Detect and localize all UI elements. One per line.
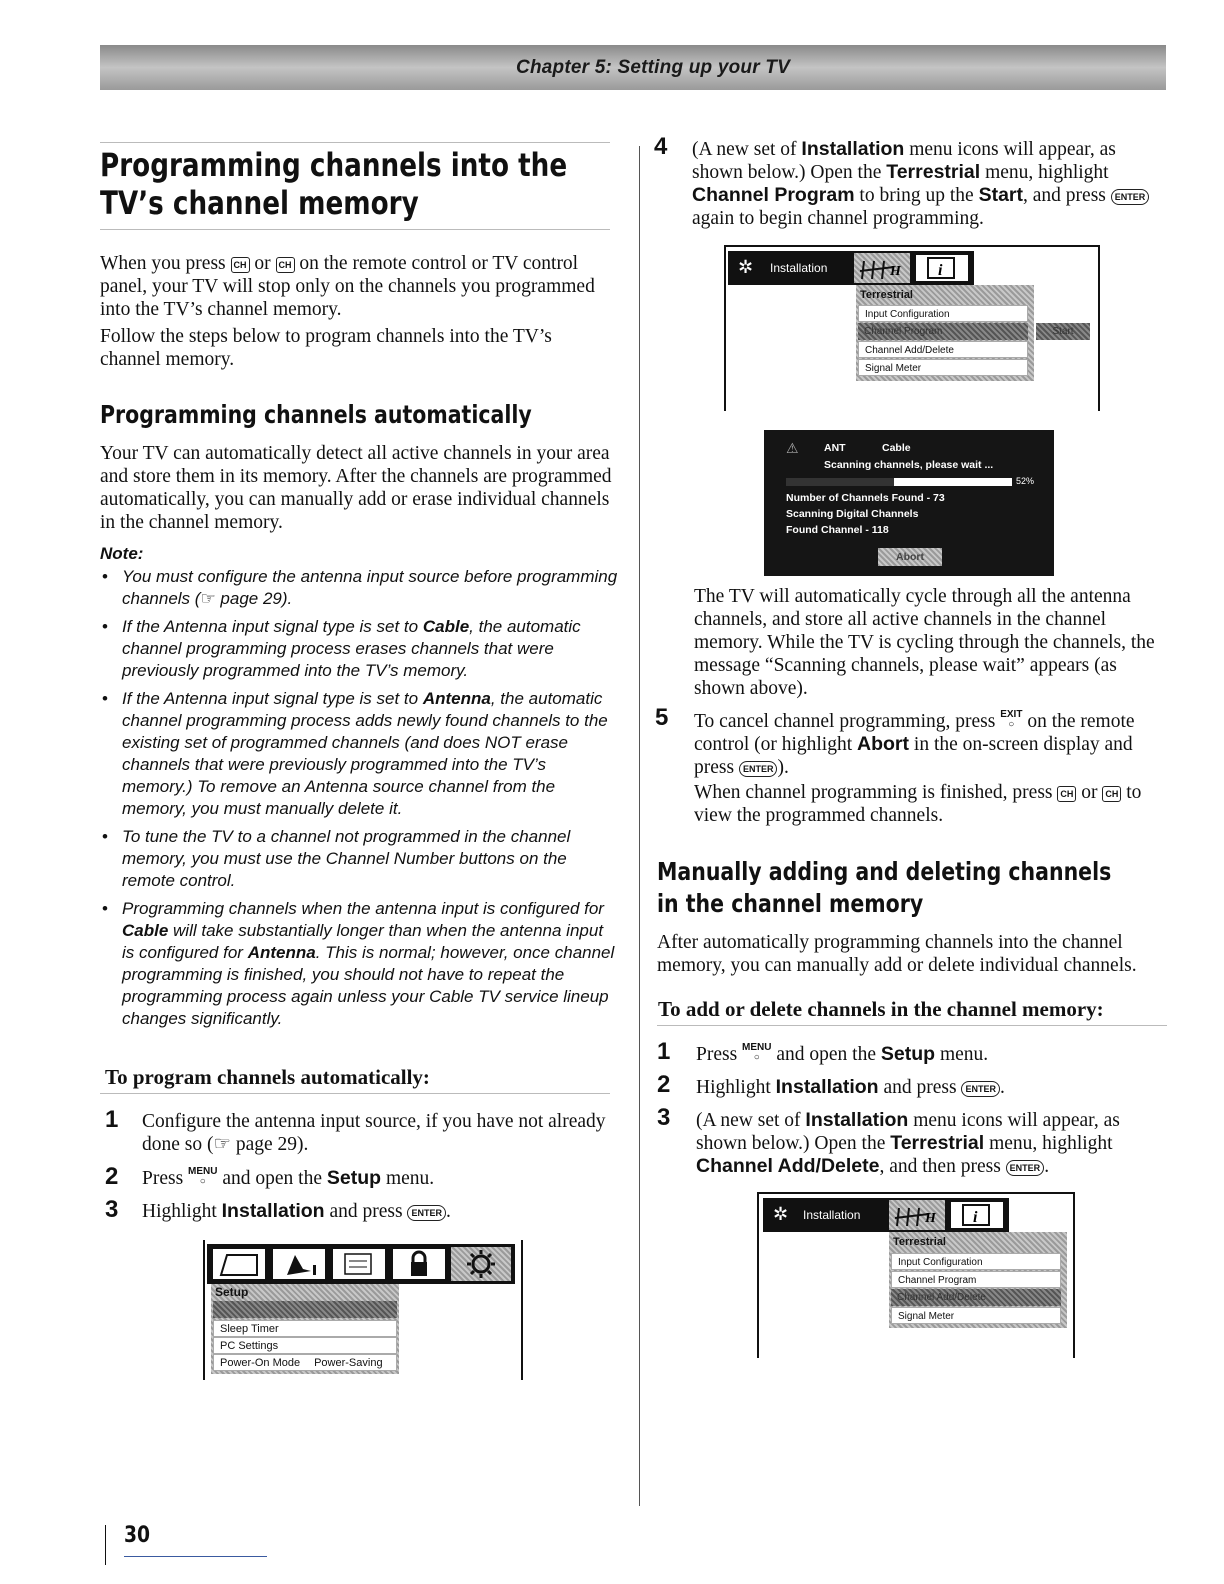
svg-text:i: i xyxy=(973,1209,978,1226)
channels-found: Number of Channels Found - 73 xyxy=(786,492,945,504)
menu-item-channel-program[interactable]: Channel Program xyxy=(891,1271,1061,1288)
reference-icon: ☞ xyxy=(213,1134,231,1155)
step-text: Press MENU ○ and open the Setup menu. xyxy=(696,1042,989,1065)
step-number: 3 xyxy=(657,1104,671,1131)
section-heading-manual: Manually adding and deleting channels in the channel memory xyxy=(657,857,1112,918)
scanning-dialog xyxy=(764,430,1054,576)
step-number: 2 xyxy=(105,1163,119,1190)
menu-item-channel-program-highlighted[interactable]: Channel Program xyxy=(858,323,1028,340)
ch-down-key-icon: CH xyxy=(276,257,295,273)
title-rule-top xyxy=(100,142,610,143)
step5-text: To cancel channel programming, press EXIT ○ on the remote control (or highlight Abort in the on-screen display and press ENTER ). When channel programming is finished, press CH or CH to view the programmed channels. xyxy=(694,709,1142,826)
setup-icon xyxy=(451,1247,511,1281)
setup-menu-screenshot xyxy=(203,1240,523,1380)
exit-key-icon: EXIT ○ xyxy=(1000,709,1023,730)
info-icon xyxy=(914,253,970,283)
svg-text:H: H xyxy=(925,1211,936,1226)
ant-label: ANT xyxy=(824,442,846,454)
note-item: • You must configure the antenna input source before programming channels (☞ page 29). xyxy=(100,566,620,610)
setup-menu-title: Setup xyxy=(215,1285,249,1299)
menu-item-pc-settings[interactable]: PC Settings xyxy=(213,1337,397,1354)
step-number: 1 xyxy=(105,1106,119,1133)
cycle-paragraph: The TV will automatically cycle through all the antenna channels, and store all active channels in the channel memory. While the TV is cycling through the channels, the message “Scanning channels, please wait” appears (as shown above). xyxy=(694,586,1155,699)
section-heading-auto: Programming channels automatically xyxy=(100,400,532,429)
subheading-rule xyxy=(657,1025,1167,1026)
menu-item-input-configuration[interactable]: Input Configuration xyxy=(858,305,1028,322)
ch-up-key-icon: CH xyxy=(1057,786,1076,802)
preferences-icon xyxy=(331,1247,387,1281)
menu-item-channel-add-delete[interactable]: Channel Add/Delete xyxy=(858,341,1028,358)
svg-text:H: H xyxy=(890,264,901,279)
footer-rule xyxy=(124,1556,267,1557)
menu-icon-bar xyxy=(207,1244,515,1284)
sound-icon xyxy=(271,1247,327,1281)
svg-text:i: i xyxy=(938,262,943,279)
step-number: 4 xyxy=(654,133,668,160)
page-number: 30 xyxy=(124,1523,151,1548)
reference-icon: ☞ xyxy=(200,589,216,608)
step-number: 1 xyxy=(657,1038,671,1065)
scanning-message: Scanning channels, please wait ... xyxy=(824,459,994,471)
note-item: • If the Antenna input signal type is set to Cable, the automatic channel programming process erases channels that were previously programmed into the TV’s memory. xyxy=(100,616,620,682)
footer-rule-vertical xyxy=(105,1525,106,1565)
menu-item-input-configuration[interactable]: Input Configuration xyxy=(891,1253,1061,1270)
terrestrial-antenna-icon xyxy=(889,1200,945,1230)
subheading-auto: To program channels automatically: xyxy=(105,1065,430,1089)
installation-menu-screenshot-2 xyxy=(757,1192,1075,1358)
section-auto-text: Your TV can automatically detect all active channels in your area and store them in its memory. After the channels are programmed automatically, you can manually add or erase individual channels in the channel memory. xyxy=(100,443,612,533)
step-text: Highlight Installation and press ENTER . xyxy=(142,1200,451,1222)
installation-menu-screenshot xyxy=(724,245,1100,411)
subheading-manual: To add or delete channels in the channel memory: xyxy=(658,997,1104,1021)
chapter-title: Chapter 5: Setting up your TV xyxy=(516,56,790,78)
enter-key-icon: ENTER xyxy=(1006,1160,1045,1176)
highlighted-row-installation[interactable] xyxy=(213,1301,397,1318)
menu-item-signal-meter[interactable]: Signal Meter xyxy=(891,1307,1061,1324)
note-list xyxy=(100,566,620,1036)
scan-percent: 52% xyxy=(1016,476,1035,486)
info-icon xyxy=(949,1200,1005,1230)
intro-text: When you press CH or CH on the remote control or TV control panel, your TV will stop only on the channels you programmed into the TV’s channel memory. Follow the steps below to program channels into the TV’s channel memory. xyxy=(100,253,595,370)
warning-icon: ⚠ xyxy=(786,440,799,456)
column-divider xyxy=(639,146,640,1506)
picture-icon xyxy=(211,1247,267,1281)
gear-icon: ✲ xyxy=(773,1204,789,1224)
lock-icon xyxy=(391,1247,447,1281)
ch-down-key-icon: CH xyxy=(1102,786,1121,802)
step-number: 3 xyxy=(105,1196,119,1223)
note-item: • Programming channels when the antenna input is configured for Cable will take substantially longer than when the antenna input is configured for Antenna. This is normal; however, once channel programming is finished, you should not have to repeat the programming process again unless your Cable TV service lineup changes significantly. xyxy=(100,898,620,1030)
cable-label: Cable xyxy=(882,442,911,454)
power-on-mode-value: Power-Saving xyxy=(314,1357,383,1369)
menu-item-sleep-timer[interactable]: Sleep Timer xyxy=(213,1320,397,1337)
note-title: Note: xyxy=(100,544,144,563)
menu-key-icon: MENU ○ xyxy=(188,1166,218,1187)
step-number: 5 xyxy=(655,704,669,731)
subheading-rule xyxy=(100,1093,610,1094)
step-number: 2 xyxy=(657,1071,671,1098)
step-text: (A new set of Installation menu icons will appear, as shown below.) Open the Terrestrial menu, highlight Channel Add/Delete, and then press ENTER . xyxy=(696,1109,1120,1177)
menu-item-power-on-mode[interactable]: Power-On Mode Power-Saving xyxy=(213,1354,397,1371)
step-text: Press MENU ○ and open the Setup menu. xyxy=(142,1166,435,1189)
gear-icon: ✲ xyxy=(738,257,754,277)
title-rule-bottom xyxy=(100,229,610,230)
step4-text: (A new set of Installation menu icons will appear, as shown below.) Open the Terrestrial menu, highlight Channel Program to bring up the Start, and press ENTER again to begin channel programming. xyxy=(692,138,1160,230)
menu-key-icon: MENU ○ xyxy=(742,1042,772,1063)
section-manual-text: After automatically programming channels into the channel memory, you can manually add or delete individual channels. xyxy=(657,932,1137,976)
abort-button[interactable]: Abort xyxy=(878,548,942,566)
enter-key-icon: ENTER xyxy=(1111,189,1150,205)
scan-progress-fill xyxy=(894,478,1012,486)
installation-header xyxy=(763,1198,1009,1232)
page-title: Programming channels into the TV’s channel memory xyxy=(100,146,568,222)
terrestrial-title: Terrestrial xyxy=(860,289,913,301)
enter-key-icon: ENTER xyxy=(739,761,778,777)
start-button[interactable]: Start xyxy=(1036,323,1090,340)
scanning-digital: Scanning Digital Channels xyxy=(786,508,919,520)
installation-label: Installation xyxy=(770,261,828,275)
enter-key-icon: ENTER xyxy=(961,1081,1000,1097)
note-item: • To tune the TV to a channel not programmed in the channel memory, you must use the Channel Number buttons on the remote control. xyxy=(100,826,620,892)
menu-item-signal-meter[interactable]: Signal Meter xyxy=(858,359,1028,376)
terrestrial-antenna-icon xyxy=(854,253,910,283)
menu-item-channel-add-delete-highlighted[interactable]: Channel Add/Delete xyxy=(891,1289,1061,1306)
enter-key-icon: ENTER xyxy=(407,1205,446,1221)
installation-label: Installation xyxy=(803,1208,861,1222)
terrestrial-title: Terrestrial xyxy=(893,1236,946,1248)
chapter-header xyxy=(100,45,1166,90)
step-text: Configure the antenna input source, if you have not already done so (☞ page 29). xyxy=(142,1111,606,1155)
ch-up-key-icon: CH xyxy=(231,257,250,273)
found-channel: Found Channel - 118 xyxy=(786,524,889,536)
scan-progress-bar xyxy=(786,478,1012,486)
note-item: • If the Antenna input signal type is set to Antenna, the automatic channel programming process adds newly found channels to the existing set of programmed channels (and does NOT erase channels that were previously programmed into the TV’s memory.) To remove an Antenna source channel from the memory, you must manually delete it. xyxy=(100,688,620,820)
installation-header xyxy=(728,251,974,285)
step-text: Highlight Installation and press ENTER . xyxy=(696,1076,1005,1098)
